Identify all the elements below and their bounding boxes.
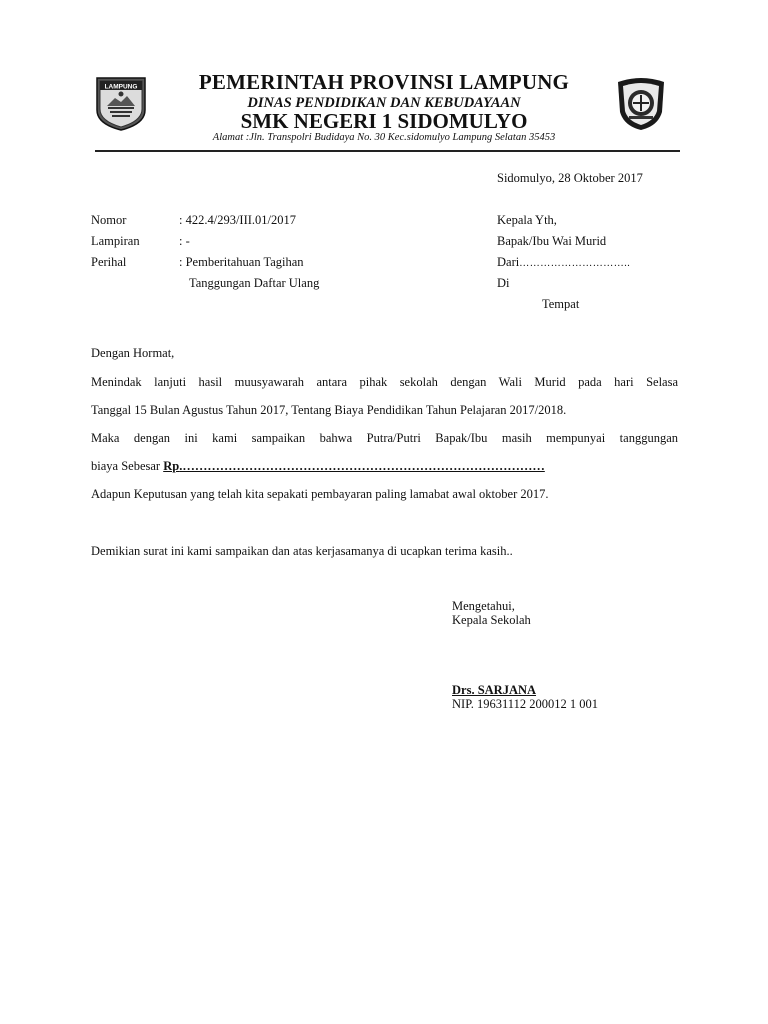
nomor-value: : 422.4/293/III.01/2017 bbox=[179, 213, 297, 227]
signatory-nip: NIP. 19631112 200012 1 001 bbox=[452, 697, 598, 711]
amount-dots: .…………………………………………………………………………… bbox=[179, 459, 545, 473]
signatory-name: Drs. SARJANA bbox=[452, 683, 537, 697]
currency-label: Rp bbox=[163, 459, 180, 473]
letterhead-divider bbox=[95, 150, 680, 152]
recipient-from-dots: ………………………….. bbox=[519, 258, 631, 269]
paragraph-1-line-2: Tanggal 15 Bulan Agustus Tahun 2017, Tentang Biaya Pendidikan Tahun Pelajaran 2017/2018. bbox=[91, 403, 567, 417]
greeting: Dengan Hormat, bbox=[91, 346, 175, 360]
nomor-label: Nomor bbox=[91, 213, 127, 227]
government-name: PEMERINTAH PROVINSI LAMPUNG bbox=[198, 70, 570, 94]
school-name: SMK NEGERI 1 SIDOMULYO bbox=[240, 109, 528, 133]
paragraph-2-line-1: Maka dengan ini kami sampaikan bahwa Putra/Putri Bapak/Ibu masih mempunyai tanggungan bbox=[91, 431, 678, 445]
recipient-line-2: Bapak/Ibu Wai Murid bbox=[497, 234, 607, 248]
perihal-label: Perihal bbox=[91, 255, 127, 269]
recipient-line-4: Di bbox=[497, 276, 510, 290]
closing-sentence: Demikian surat ini kami sampaikan dan atas kerjasamanya di ucapkan terima kasih.. bbox=[91, 544, 513, 558]
perihal-value-continued: Tanggungan Daftar Ulang bbox=[189, 276, 320, 290]
signature-position: Kepala Sekolah bbox=[452, 613, 531, 627]
paragraph-3: Adapun Keputusan yang telah kita sepakati pembayaran paling lamabat awal oktober 2017. bbox=[91, 487, 549, 501]
signature-acknowledge: Mengetahui, bbox=[452, 599, 515, 613]
department-name: DINAS PENDIDIKAN DAN KEBUDAYAAN bbox=[247, 95, 521, 111]
recipient-line-3 bbox=[497, 255, 630, 270]
recipient-line-1: Kepala Yth, bbox=[497, 213, 557, 227]
amount-field bbox=[163, 459, 545, 473]
perihal-value: : Pemberitahuan Tagihan bbox=[179, 255, 304, 269]
letter-date: Sidomulyo, 28 Oktober 2017 bbox=[497, 171, 643, 185]
recipient-line-5: Tempat bbox=[542, 297, 580, 311]
recipient-from-label: Dari bbox=[497, 255, 520, 269]
paragraph-2-line-2 bbox=[91, 459, 545, 474]
lampiran-value: : - bbox=[179, 234, 190, 248]
amount-prefix: biaya Sebesar bbox=[91, 459, 161, 473]
paragraph-1-line-1: Menindak lanjuti hasil muusyawarah antara pihak sekolah dengan Wali Murid pada hari Selasa bbox=[91, 375, 678, 389]
lampiran-label: Lampiran bbox=[91, 234, 140, 248]
svg-text:LAMPUNG: LAMPUNG bbox=[104, 83, 138, 91]
school-address: Alamat :Jln. Transpolri Budidaya No. 30 Kec.sidomulyo Lampung Selatan 35453 bbox=[212, 132, 556, 143]
